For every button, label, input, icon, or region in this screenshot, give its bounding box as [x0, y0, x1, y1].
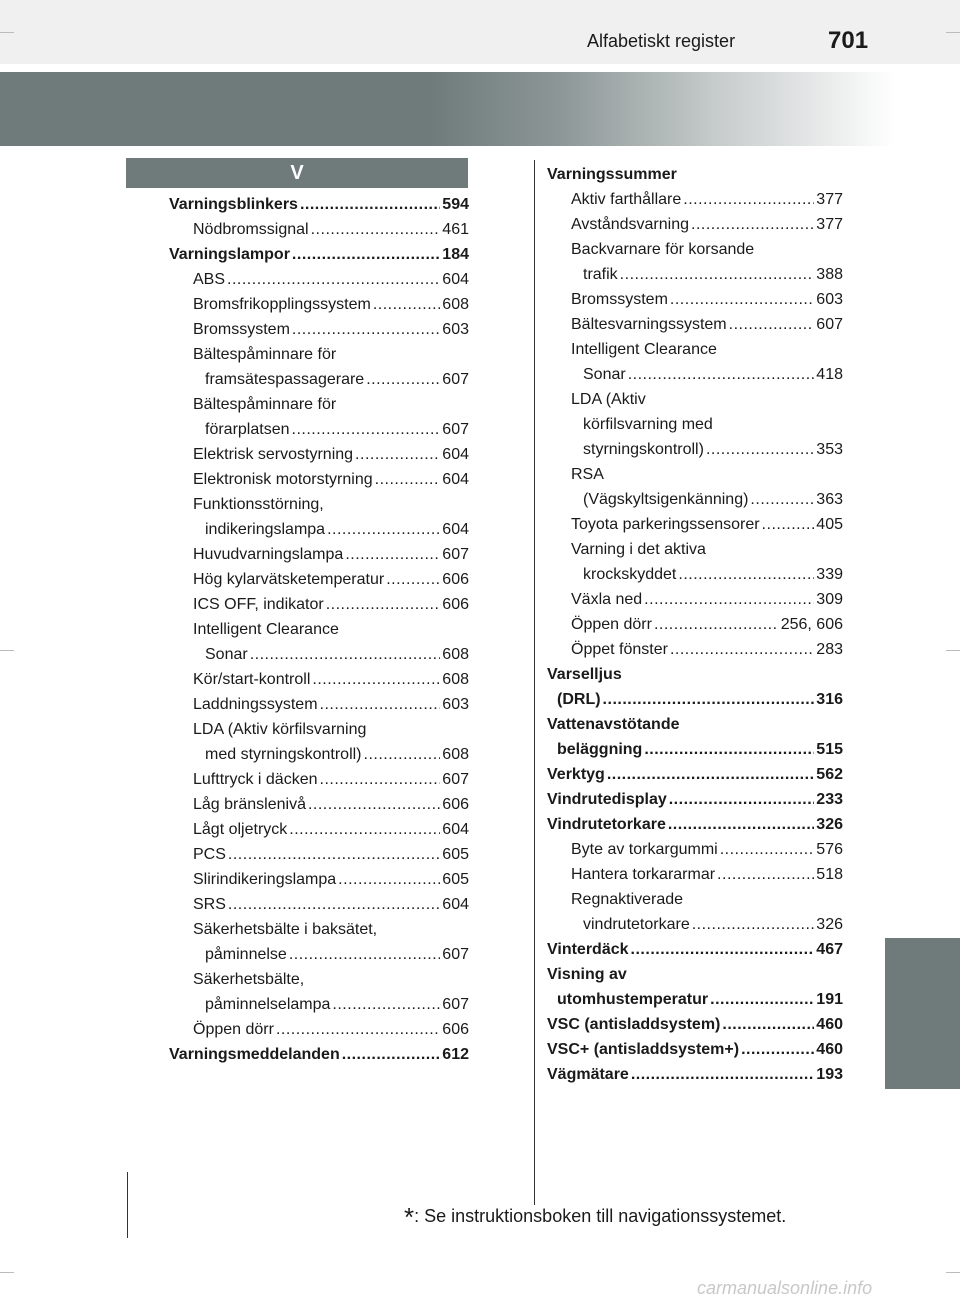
- index-entry: [547, 1062, 843, 1087]
- index-entry: [169, 492, 469, 517]
- index-entry: [169, 692, 469, 717]
- index-entry: [547, 637, 843, 662]
- index-entry: [169, 242, 469, 267]
- entry-page-number: 353: [816, 441, 843, 458]
- index-entry: [169, 367, 469, 392]
- crop-mark: [0, 1272, 14, 1273]
- index-entry: [169, 667, 469, 692]
- index-entry: [169, 567, 469, 592]
- index-entry: [169, 892, 469, 917]
- entry-label: krockskyddet: [583, 566, 677, 583]
- dot-leader: [750, 487, 814, 512]
- entry-label: Slirindikeringslampa: [193, 871, 337, 888]
- entry-label: ABS: [193, 271, 226, 288]
- dot-leader: [300, 192, 440, 217]
- dot-leader: [720, 837, 815, 862]
- entry-page-number: 326: [816, 916, 843, 933]
- page-number: 701: [828, 27, 869, 54]
- entry-page-number: 594: [442, 196, 469, 213]
- entry-label: Byte av torkargummi: [571, 841, 718, 858]
- entry-page-number: 607: [816, 316, 843, 333]
- entry-page-number: 606: [442, 796, 469, 813]
- entry-label: Vattenavstötande: [547, 716, 680, 733]
- entry-page-number: 603: [442, 321, 469, 338]
- index-entry: [169, 942, 469, 967]
- index-entry: [547, 662, 843, 687]
- index-entry: [547, 362, 843, 387]
- entry-page-number: 603: [816, 291, 843, 308]
- entry-page-number: 604: [442, 271, 469, 288]
- entry-page-number: 405: [816, 516, 843, 533]
- entry-label: Växla ned: [571, 591, 643, 608]
- dot-leader: [326, 592, 441, 617]
- entry-label: Säkerhetsbälte,: [193, 971, 305, 988]
- dot-leader: [678, 562, 814, 587]
- index-entry: [169, 592, 469, 617]
- entry-label: RSA: [571, 466, 604, 483]
- index-entry: [169, 317, 469, 342]
- watermark: carmanualsonline.info: [697, 1278, 873, 1298]
- index-entry: [169, 917, 469, 942]
- entry-page-number: 604: [442, 446, 469, 463]
- index-entry: [169, 517, 469, 542]
- index-entry: [169, 442, 469, 467]
- dot-leader: [342, 1042, 441, 1067]
- crop-mark: [0, 32, 14, 33]
- dot-leader: [366, 367, 440, 392]
- dot-leader: [722, 1012, 814, 1037]
- index-entry: [169, 842, 469, 867]
- index-entry: [547, 887, 843, 912]
- index-entry: [169, 742, 469, 767]
- entry-label: Elektronisk motorstyrning: [193, 471, 373, 488]
- entry-page-number: 608: [442, 646, 469, 663]
- entry-page-number: 606: [442, 596, 469, 613]
- index-entry: [547, 787, 843, 812]
- entry-page-number: 608: [442, 746, 469, 763]
- dot-leader: [276, 1017, 440, 1042]
- index-entry: [547, 612, 843, 637]
- dot-leader: [683, 187, 814, 212]
- entry-page-number: 256, 606: [780, 616, 843, 633]
- dot-leader: [338, 867, 440, 892]
- index-entry: [547, 762, 843, 787]
- dot-leader: [364, 742, 441, 767]
- entry-label: Bältespåminnare för: [193, 346, 337, 363]
- entry-page-number: 606: [442, 1021, 469, 1038]
- dot-leader: [710, 987, 814, 1012]
- entry-label: Vindrutetorkare: [547, 816, 666, 833]
- dot-leader: [308, 792, 440, 817]
- dot-leader: [228, 892, 440, 917]
- dot-leader: [228, 842, 440, 867]
- entry-label: VSC+ (antisladdsystem+): [547, 1041, 740, 1058]
- entry-page-number: 607: [442, 771, 469, 788]
- footnote-marker: *: [404, 1202, 415, 1232]
- entry-label: Sonar: [205, 646, 248, 663]
- entry-page-number: 377: [816, 216, 843, 233]
- index-entry: [169, 1017, 469, 1042]
- entry-label: indikeringslampa: [205, 521, 326, 538]
- entry-label: Vindrutedisplay: [547, 791, 667, 808]
- entry-label: (Vägskyltsigenkänning): [583, 491, 749, 508]
- index-entry: [169, 342, 469, 367]
- dot-leader: [292, 417, 441, 442]
- dot-leader: [706, 437, 814, 462]
- dot-leader: [327, 517, 440, 542]
- entry-label: Bältesvarningssystem: [571, 316, 727, 333]
- entry-page-number: 461: [442, 221, 469, 238]
- dot-leader: [227, 267, 440, 292]
- index-entry: [547, 937, 843, 962]
- entry-page-number: 604: [442, 471, 469, 488]
- entry-label: trafik: [583, 266, 618, 283]
- entry-page-number: 603: [442, 696, 469, 713]
- dot-leader: [312, 667, 440, 692]
- entry-label: Varningsblinkers: [169, 196, 298, 213]
- index-entry: [547, 337, 843, 362]
- entry-page-number: 309: [816, 591, 843, 608]
- entry-label: Hantera torkararmar: [571, 866, 716, 883]
- index-entry: [169, 267, 469, 292]
- index-entry: [547, 212, 843, 237]
- dot-leader: [691, 212, 814, 237]
- index-entry: [547, 737, 843, 762]
- dot-leader: [289, 942, 440, 967]
- entry-page-number: 418: [816, 366, 843, 383]
- entry-page-number: 607: [442, 546, 469, 563]
- entry-label: PCS: [193, 846, 226, 863]
- entry-page-number: 363: [816, 491, 843, 508]
- entry-page-number: 191: [816, 991, 843, 1008]
- dot-leader: [292, 317, 440, 342]
- entry-page-number: 515: [816, 741, 843, 758]
- entry-label: Avståndsvarning: [571, 216, 689, 233]
- index-entry: [169, 392, 469, 417]
- entry-page-number: 608: [442, 296, 469, 313]
- entry-label: utomhustemperatur: [557, 991, 709, 1008]
- entry-label: Vägmätare: [547, 1066, 629, 1083]
- index-entry: [169, 417, 469, 442]
- index-entry: [547, 687, 843, 712]
- entry-label: Varning i det aktiva: [571, 541, 706, 558]
- entry-page-number: 607: [442, 421, 469, 438]
- index-entry: [547, 1012, 843, 1037]
- dot-leader: [692, 912, 815, 937]
- entry-page-number: 184: [442, 246, 469, 263]
- index-entry: [169, 192, 469, 217]
- entry-label: Intelligent Clearance: [193, 621, 339, 638]
- index-entry: [547, 312, 843, 337]
- header-banner: [0, 72, 895, 146]
- entry-label: Toyota parkeringssensorer: [571, 516, 760, 533]
- entry-label: Sonar: [583, 366, 626, 383]
- entry-label: Intelligent Clearance: [571, 341, 717, 358]
- index-column-right: [547, 162, 843, 1087]
- index-entry: [547, 537, 843, 562]
- entry-label: LDA (Aktiv körfilsvarning: [193, 721, 367, 738]
- entry-page-number: 607: [442, 371, 469, 388]
- entry-label: Öppen dörr: [571, 616, 652, 633]
- index-entry: [169, 217, 469, 242]
- index-entry: [547, 412, 843, 437]
- index-entry: [547, 512, 843, 537]
- entry-label: SRS: [193, 896, 226, 913]
- entry-page-number: 604: [442, 896, 469, 913]
- dot-leader: [373, 292, 440, 317]
- column-divider: [534, 160, 535, 1205]
- crop-mark: [946, 1272, 960, 1273]
- index-entry: [169, 642, 469, 667]
- dot-leader: [669, 787, 815, 812]
- frame-line: [127, 1172, 128, 1238]
- entry-page-number: 608: [442, 671, 469, 688]
- entry-label: påminnelse: [205, 946, 287, 963]
- entry-label: Öppet fönster: [571, 641, 668, 658]
- entry-label: Öppen dörr: [193, 1021, 274, 1038]
- dot-leader: [607, 762, 814, 787]
- index-entry: [547, 812, 843, 837]
- entry-label: Huvudvarningslampa: [193, 546, 344, 563]
- dot-leader: [311, 217, 441, 242]
- index-entry: [547, 862, 843, 887]
- dot-leader: [628, 362, 815, 387]
- entry-page-number: 518: [816, 866, 843, 883]
- entry-label: Lågt oljetryck: [193, 821, 288, 838]
- index-entry: [547, 837, 843, 862]
- dot-leader: [603, 687, 815, 712]
- entry-label: VSC (antisladdsystem): [547, 1016, 721, 1033]
- index-entry: [169, 967, 469, 992]
- index-entry: [169, 717, 469, 742]
- entry-label: körfilsvarning med: [583, 416, 713, 433]
- entry-page-number: 604: [442, 521, 469, 538]
- dot-leader: [320, 692, 441, 717]
- entry-label: Bältespåminnare för: [193, 396, 337, 413]
- entry-page-number: 339: [816, 566, 843, 583]
- entry-label: förarplatsen: [205, 421, 290, 438]
- entry-page-number: 316: [816, 691, 843, 708]
- entry-page-number: 388: [816, 266, 843, 283]
- index-entry: [547, 237, 843, 262]
- entry-label: framsätespassagerare: [205, 371, 365, 388]
- index-entry: [547, 487, 843, 512]
- entry-page-number: 233: [816, 791, 843, 808]
- dot-leader: [631, 1062, 814, 1087]
- index-entry: [169, 617, 469, 642]
- index-entry: [169, 792, 469, 817]
- dot-leader: [644, 737, 814, 762]
- entry-label: Bromssystem: [571, 291, 668, 308]
- entry-label: Säkerhetsbälte i baksätet,: [193, 921, 378, 938]
- dot-leader: [375, 467, 441, 492]
- entry-page-number: 607: [442, 996, 469, 1013]
- index-entry: [547, 187, 843, 212]
- entry-label: ICS OFF, indikator: [193, 596, 324, 613]
- dot-leader: [644, 587, 814, 612]
- entry-label: Bromssystem: [193, 321, 290, 338]
- section-title: Alfabetiskt register: [587, 31, 736, 51]
- entry-page-number: 467: [816, 941, 843, 958]
- index-entry: [169, 467, 469, 492]
- entry-page-number: 193: [816, 1066, 843, 1083]
- index-entry: [547, 462, 843, 487]
- index-entry: [547, 162, 843, 187]
- dot-leader: [654, 612, 779, 637]
- entry-page-number: 377: [816, 191, 843, 208]
- dot-leader: [289, 817, 440, 842]
- index-entry: [169, 992, 469, 1017]
- dot-leader: [741, 1037, 814, 1062]
- index-entry: [169, 542, 469, 567]
- entry-label: Kör/start-kontroll: [193, 671, 311, 688]
- entry-page-number: 460: [816, 1041, 843, 1058]
- entry-page-number: 612: [442, 1046, 469, 1063]
- entry-label: Backvarnare för korsande: [571, 241, 755, 258]
- entry-label: Laddningssystem: [193, 696, 318, 713]
- entry-page-number: 460: [816, 1016, 843, 1033]
- index-entry: [169, 767, 469, 792]
- entry-label: Varningssummer: [547, 166, 677, 183]
- dot-leader: [250, 642, 441, 667]
- dot-leader: [320, 767, 441, 792]
- crop-mark: [946, 650, 960, 651]
- index-entry: [169, 292, 469, 317]
- index-entry: [547, 1037, 843, 1062]
- entry-page-number: 607: [442, 946, 469, 963]
- entry-label: Varselljus: [547, 666, 622, 683]
- dot-leader: [631, 937, 815, 962]
- index-entry: [547, 562, 843, 587]
- index-entry: [547, 387, 843, 412]
- entry-page-number: 604: [442, 821, 469, 838]
- entry-label: Nödbromssignal: [193, 221, 309, 238]
- entry-page-number: 606: [442, 571, 469, 588]
- entry-page-number: 326: [816, 816, 843, 833]
- entry-page-number: 605: [442, 871, 469, 888]
- dot-leader: [670, 637, 814, 662]
- entry-label: Regnaktiverade: [571, 891, 684, 908]
- dot-leader: [717, 862, 814, 887]
- side-thumb-tab: [885, 938, 960, 1089]
- dot-leader: [620, 262, 815, 287]
- index-entry: [547, 962, 843, 987]
- entry-label: beläggning: [557, 741, 643, 758]
- footnote: [404, 1202, 786, 1233]
- header-strip: [0, 0, 960, 64]
- index-entry: [547, 587, 843, 612]
- index-letter-heading: V: [126, 158, 468, 188]
- index-entry: [547, 262, 843, 287]
- index-entry: [547, 437, 843, 462]
- dot-leader: [355, 442, 440, 467]
- dot-leader: [729, 312, 815, 337]
- dot-leader: [292, 242, 440, 267]
- entry-label: påminnelselampa: [205, 996, 331, 1013]
- entry-label: Visning av: [547, 966, 627, 983]
- entry-label: Lufttryck i däcken: [193, 771, 318, 788]
- index-entry: [169, 817, 469, 842]
- entry-page-number: 562: [816, 766, 843, 783]
- entry-label: Låg bränslenivå: [193, 796, 306, 813]
- index-entry: [547, 912, 843, 937]
- entry-label: med styrningskontroll): [205, 746, 362, 763]
- dot-leader: [668, 812, 814, 837]
- index-entry: [547, 287, 843, 312]
- entry-label: Aktiv farthållare: [571, 191, 682, 208]
- index-column-left: [169, 192, 469, 1067]
- entry-label: LDA (Aktiv: [571, 391, 646, 408]
- entry-page-number: 576: [816, 841, 843, 858]
- entry-page-number: 605: [442, 846, 469, 863]
- entry-label: Varningslampor: [169, 246, 290, 263]
- entry-label: Bromsfrikopplingssystem: [193, 296, 371, 313]
- dot-leader: [332, 992, 440, 1017]
- entry-label: vindrutetorkare: [583, 916, 690, 933]
- dot-leader: [386, 567, 440, 592]
- index-entry: [169, 867, 469, 892]
- crop-mark: [0, 650, 14, 651]
- entry-label: Verktyg: [547, 766, 605, 783]
- entry-label: styrningskontroll): [583, 441, 704, 458]
- index-entry: [169, 1042, 469, 1067]
- index-entry: [547, 987, 843, 1012]
- footnote-text: : Se instruktionsboken till navigationssystemet.: [414, 1206, 787, 1226]
- entry-page-number: 283: [816, 641, 843, 658]
- entry-label: Funktionsstörning,: [193, 496, 324, 513]
- entry-label: (DRL): [557, 691, 601, 708]
- dot-leader: [345, 542, 440, 567]
- entry-label: Vinterdäck: [547, 941, 629, 958]
- index-entry: [547, 712, 843, 737]
- dot-leader: [670, 287, 814, 312]
- entry-label: Hög kylarvätsketemperatur: [193, 571, 385, 588]
- entry-label: Varningsmeddelanden: [169, 1046, 340, 1063]
- entry-label: Elektrisk servostyrning: [193, 446, 354, 463]
- crop-mark: [946, 32, 960, 33]
- dot-leader: [762, 512, 815, 537]
